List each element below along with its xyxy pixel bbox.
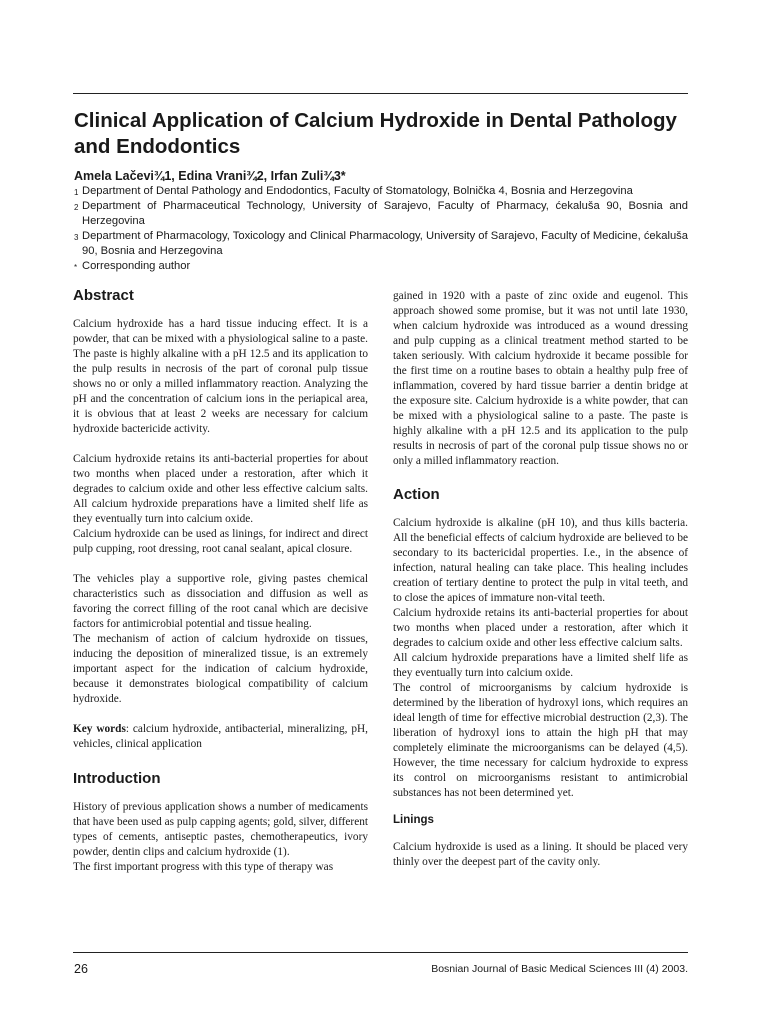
- action-heading: Action: [393, 486, 440, 503]
- abstract-paragraph: Calcium hydroxide has a hard tissue inducing effect. It is a powder, that can be mixed with a physiological saline to a paste. The paste is highly alkaline with a pH 12.5 and its application to the pulp results in necrosis of the part of coronal pulp tissue shows no or only a milled inflammatory reaction. Analyzing the pH and the concentration of calcium ions in the periapical area, it is obvious that at least 2 weeks are necessary for calcium hydroxide bactericide activity.: [73, 318, 368, 435]
- article-title: Clinical Application of Calcium Hydroxide in Dental Pathology and Endodontics: [74, 109, 677, 158]
- affiliation-marker: 2: [74, 203, 79, 212]
- header-rule: [73, 93, 688, 94]
- corresponding-author-note: [74, 259, 688, 274]
- action-paragraph: Calcium hydroxide retains its anti-bacterial properties for about two months when placed under a restoration, after which it degrades to calcium oxide and other less effective calcium salts.: [393, 607, 688, 649]
- affiliation-1: [74, 184, 688, 199]
- keywords-label: Key words: [73, 723, 126, 735]
- abstract-paragraph: Calcium hydroxide retains its anti-bacterial properties for about two months when placed under a restoration, after which it degrades to calcium oxide and other less effective calcium salts. All calcium hydroxide preparations have a limited shelf life as they eventually turn into calcium oxide.: [73, 453, 368, 525]
- left-column: [73, 287, 368, 875]
- abstract-heading: Abstract: [73, 287, 134, 304]
- affiliation-marker: *: [74, 263, 78, 272]
- introduction-heading: Introduction: [73, 770, 161, 787]
- affiliation-3: [74, 229, 688, 259]
- affiliations: [74, 184, 688, 274]
- introduction-paragraph: The first important progress with this type of therapy was: [73, 861, 334, 873]
- affiliation-text: Department of Pharmacology, Toxicology and Clinical Pharmacology, University of Sarajevo, Faculty of Medicine, ćekaluša 90, Bosnia and Herzegovina: [82, 230, 688, 257]
- abstract-paragraph: The vehicles play a supportive role, giving pastes chemical characteristics such as dissociation and diffusion as well as favoring the correct filling of the root canal which are decisive factors for antimicrobial potential and tissue healing.: [73, 573, 368, 630]
- introduction-paragraph: History of previous application shows a number of medicaments that have been used as pulp capping agents; gold, silver, different types of cements, antiseptic pastes, chemotherapeutics, ivory powder, dentin clips and calcium hydroxide (1).: [73, 801, 368, 858]
- affiliation-text: Corresponding author: [82, 260, 191, 272]
- keywords: [73, 722, 368, 752]
- affiliation-text: Department of Dental Pathology and Endodontics, Faculty of Stomatology, Bolnička 4, Bosnia and Herzegovina: [82, 185, 633, 197]
- author-list: Amela Lačevi¾1, Edina Vrani¾2, Irfan Zuli¾3*: [74, 169, 346, 183]
- linings-paragraph: Calcium hydroxide is used as a lining. It should be placed very thinly over the deepest part of the cavity only.: [393, 841, 688, 868]
- action-paragraph: All calcium hydroxide preparations have a limited shelf life as they eventually turn into calcium oxide.: [393, 652, 688, 679]
- right-column: [393, 289, 688, 870]
- page-number: 26: [74, 962, 88, 976]
- linings-heading: Linings: [393, 814, 434, 826]
- journal-citation: Bosnian Journal of Basic Medical Sciences III (4) 2003.: [431, 963, 688, 975]
- affiliation-marker: 1: [74, 188, 79, 197]
- action-paragraph: Calcium hydroxide is alkaline (pH 10), and thus kills bacteria. All the beneficial effects of calcium hydroxide are believed to be secondary to its bactericidal properties. I.e., in the absence of infection, natural healing can take place. This healing includes creation of tertiary dentine to protect the pulp in vital teeth, and to close the apices of immature non-vital teeth.: [393, 517, 688, 604]
- footer-rule: [73, 952, 688, 953]
- abstract-paragraph: Calcium hydroxide can be used as linings, for indirect and direct pulp cupping, root dressing, root canal sealant, apical closure.: [73, 528, 368, 555]
- affiliation-2: [74, 199, 688, 229]
- affiliation-text: Department of Pharmaceutical Technology, University of Sarajevo, Faculty of Pharmacy, ćekaluša 90, Bosnia and Herzegovina: [82, 200, 688, 227]
- introduction-continued: gained in 1920 with a paste of zinc oxide and eugenol. This approach showed some promise, but it was not until late 1930, when calcium hydroxide was introduced as a wound dressing and pulp cupping as a clinical treatment method started to be taken seriously. With calcium hydroxide it became possible for the first time on a routine bases to obtain a healthy pulp free of inflammation, covered by hard tissue barrier a dentin bridge at the exposure site. Calcium hydroxide is a white powder, that can be mixed with a physiological saline to a paste. The paste is highly alkaline with a pH 12.5 and its application to the pulp results in necrosis of part of the coronal pulp tissue shows no or only a milled inflammatory reaction.: [393, 290, 688, 467]
- keywords-text: : calcium hydroxide, antibacterial, mineralizing, pH, vehicles, clinical application: [73, 723, 368, 750]
- action-paragraph: The control of microorganisms by calcium hydroxide is determined by the liberation of hydroxyl ions, which requires an ideal length of time for effective microbial destruction (2,3). The liberation of hydroxyl ions to attain the high pH that may completely eliminate the microorganisms can be delayed (4,5). However, the time necessary for calcium hydroxide to express its control on microorganisms resistant to antimicrobial substances has not been determined yet.: [393, 682, 688, 799]
- abstract-paragraph: The mechanism of action of calcium hydroxide on tissues, inducing the deposition of mineralized tissue, is an extremely important aspect for the indication of calcium hydroxide, because it demonstrates biological compatibility of calcium hydroxide.: [73, 633, 368, 705]
- affiliation-marker: 3: [74, 233, 79, 242]
